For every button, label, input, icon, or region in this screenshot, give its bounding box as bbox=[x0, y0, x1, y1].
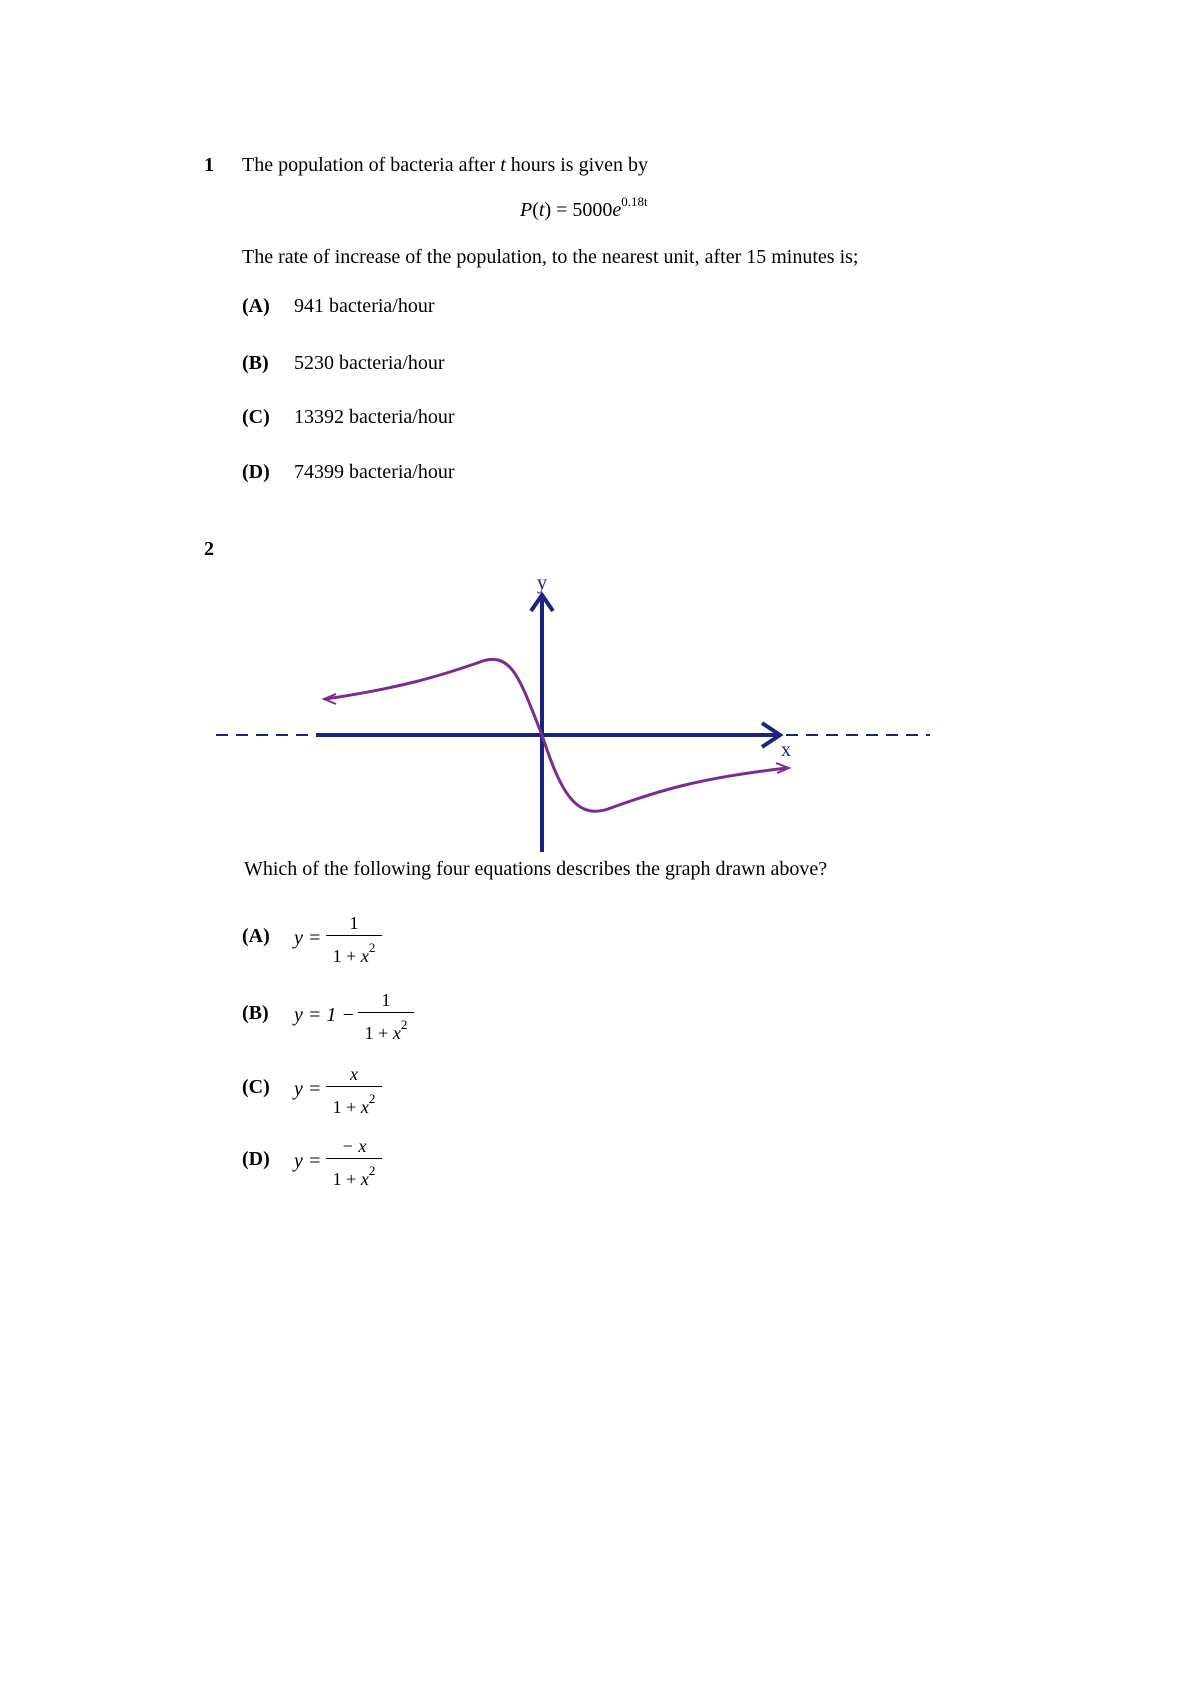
q1-option-c-letter: (C) bbox=[242, 406, 270, 428]
intro-post: hours is given by bbox=[505, 154, 648, 176]
q2-option-d-lhs: y = bbox=[294, 1150, 322, 1172]
q2-option-a-lhs: y = bbox=[294, 927, 322, 949]
q1-option-b-letter: (B) bbox=[242, 352, 269, 374]
q1-option-a-letter: (A) bbox=[242, 295, 270, 317]
population-formula: $P(t) = 5000e^{0.18t}$ bbox=[520, 194, 648, 221]
x-axis-label: x bbox=[781, 739, 791, 761]
fraction-numerator: 1 bbox=[349, 913, 359, 933]
q1-option-c-text: 13392 bacteria/hour bbox=[294, 406, 455, 428]
q2-option-c-letter: (C) bbox=[242, 1076, 270, 1098]
formula-base: e bbox=[612, 199, 622, 221]
q2-option-b-letter: (B) bbox=[242, 1002, 269, 1024]
q1-option-d-text: 74399 bacteria/hour bbox=[294, 461, 455, 483]
fraction-bar bbox=[358, 1012, 414, 1013]
fraction-bar bbox=[326, 1158, 382, 1159]
formula-function: P bbox=[520, 199, 533, 221]
formula-rhs: = 5000 bbox=[551, 199, 613, 221]
q2-option-b-fraction bbox=[358, 989, 414, 1044]
q2-option-c-lhs: y = bbox=[294, 1078, 322, 1100]
fraction-numerator: x bbox=[350, 1064, 358, 1084]
fraction-numerator: − x bbox=[341, 1136, 367, 1156]
fraction-bar bbox=[326, 1086, 382, 1087]
fraction-denominator: $1 + x^2$ bbox=[332, 1163, 376, 1189]
q2-option-a-fraction bbox=[326, 912, 382, 967]
question-2-number: 2 bbox=[204, 538, 214, 560]
question-1-number: 1 bbox=[204, 154, 214, 176]
intro-pre: The population of bacteria after bbox=[242, 154, 501, 176]
q2-option-c-fraction bbox=[326, 1063, 382, 1118]
q2-option-a-letter: (A) bbox=[242, 925, 270, 947]
q1-option-b-text: 5230 bacteria/hour bbox=[294, 352, 445, 374]
fraction-bar bbox=[326, 935, 382, 936]
fraction-denominator: $1 + x^2$ bbox=[332, 940, 376, 966]
question-2-prompt: Which of the following four equations describes the graph drawn above? bbox=[244, 858, 828, 880]
fraction-numerator: 1 bbox=[381, 990, 391, 1010]
formula-arg: t bbox=[538, 199, 545, 221]
question-1-prompt: The rate of increase of the population, to the nearest unit, after 15 minutes is; bbox=[242, 246, 859, 268]
q2-option-d-fraction bbox=[326, 1135, 382, 1190]
q2-option-b-lhs: y = 1 − bbox=[294, 1004, 355, 1026]
intro-variable: t bbox=[500, 154, 506, 176]
fraction-denominator: $1 + x^2$ bbox=[332, 1091, 376, 1117]
q1-option-a-text: 941 bacteria/hour bbox=[294, 295, 435, 317]
y-axis-label: y bbox=[537, 572, 547, 594]
q2-option-d-letter: (D) bbox=[242, 1148, 270, 1170]
formula-exponent: 0.18t bbox=[621, 194, 648, 209]
fraction-denominator: $1 + x^2$ bbox=[364, 1017, 408, 1043]
q1-option-d-letter: (D) bbox=[242, 461, 270, 483]
